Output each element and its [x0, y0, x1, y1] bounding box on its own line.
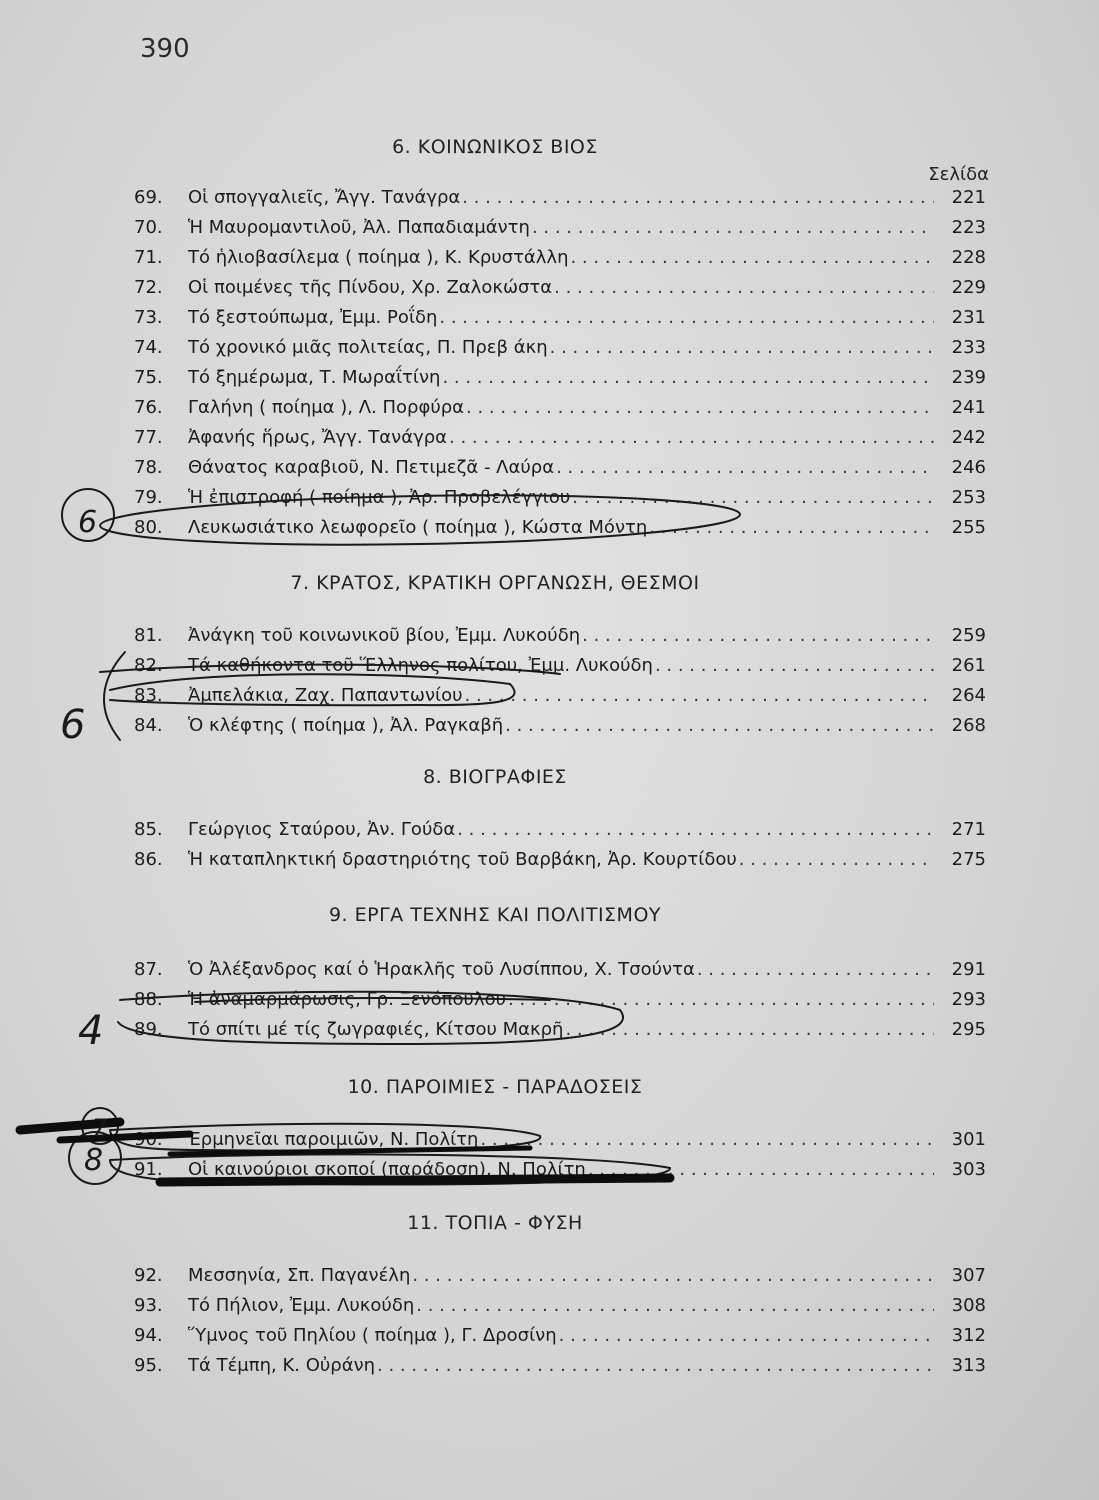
entry-page: 268 — [951, 715, 986, 736]
entry-number: 86. — [134, 849, 163, 870]
entry-page: 307 — [951, 1265, 986, 1286]
entry-number: 77. — [134, 427, 163, 448]
page-column-header: Σελίδα — [928, 164, 989, 185]
section-title: 9. ΕΡΓΑ ΤΕΧΝΗΣ ΚΑΙ ΠΟΛΙΤΙΣΜΟΥ — [328, 904, 662, 926]
entry-number: 87. — [134, 959, 163, 980]
entry-title: Τό ξημέρωμα, Τ. Μωραΐτίνη — [188, 367, 441, 388]
entry-title: Ἀφανής ἥρως, Ἄγγ. Τανάγρα — [188, 427, 448, 448]
entry-page: 239 — [951, 367, 986, 388]
entry-title: Τό ξεστούπωμα, Ἐμμ. Ροΐδη — [188, 307, 438, 328]
entry-page: 275 — [951, 849, 986, 870]
entry-page: 228 — [951, 247, 986, 268]
entry-title: Ἡ καταπληκτική δραστηριότης τοῦ Βαρβάκη, Ἀρ. Κουρτίδου — [188, 849, 737, 870]
entry-page: 233 — [951, 337, 986, 358]
pen-bracket — [104, 652, 125, 740]
pen-strike — [170, 1148, 530, 1154]
entry-page: 255 — [951, 517, 986, 538]
entry-title: Ἑρμηνεῖαι παροιμιῶν, Ν. Πολίτη — [188, 1129, 479, 1150]
entry-number: 94. — [134, 1325, 163, 1346]
entry-page: 271 — [951, 819, 986, 840]
entry-page: 293 — [951, 989, 986, 1010]
entry-page: 264 — [951, 685, 986, 706]
entry-number: 71. — [134, 247, 163, 268]
entry-page: 295 — [951, 1019, 986, 1040]
page-number: 390 — [140, 34, 190, 64]
section-title: 11. ΤΟΠΙΑ - ΦΥΣΗ — [407, 1212, 583, 1234]
entry-title: Θάνατος καραβιοῦ, Ν. Πετιμεζᾶ - Λαύρα — [188, 457, 555, 478]
handwritten-number: 6 — [78, 505, 98, 540]
entry-number: 82. — [134, 655, 163, 676]
entry-title: Τό ἡλιοβασίλεμα ( ποίημα ), Κ. Κρυστάλλη — [188, 247, 569, 268]
entry-title: Ὕμνος τοῦ Πηλίου ( ποίημα ), Γ. Δροσίνη — [188, 1325, 557, 1346]
entry-number: 80. — [134, 517, 163, 538]
handwritten-number: 7 — [92, 1114, 108, 1142]
section-title: 6. ΚΟΙΝΩΝΙΚΟΣ ΒΙΟΣ — [392, 136, 598, 158]
entry-title: Οἱ σπογγαλιεῖς, Ἄγγ. Τανάγρα — [188, 187, 461, 208]
entry-page: 221 — [951, 187, 986, 208]
entry-page: 313 — [951, 1355, 986, 1376]
pen-strike — [60, 1134, 190, 1140]
entry-number: 88. — [134, 989, 163, 1010]
entry-page: 303 — [951, 1159, 986, 1180]
entry-title: Λευκωσιάτικο λεωφορεῖο ( ποίημα ), Κώστα Μόντη — [188, 517, 648, 538]
entry-title: Ἀμπελάκια, Ζαχ. Παπαντωνίου — [188, 685, 463, 706]
entry-page: 259 — [951, 625, 986, 646]
entry-number: 83. — [134, 685, 163, 706]
entry-number: 74. — [134, 337, 163, 358]
entry-number: 70. — [134, 217, 163, 238]
entry-title: Τά Τέμπη, Κ. Οὐράνη — [188, 1355, 376, 1376]
entry-page: 242 — [951, 427, 986, 448]
entry-number: 92. — [134, 1265, 163, 1286]
entry-page: 223 — [951, 217, 986, 238]
entry-number: 76. — [134, 397, 163, 418]
entry-title: Τά καθήκοντα τοῦ Ἕλληνος πολίτου, Ἐμμ. Λυκούδη — [188, 655, 653, 676]
handwritten-number: 8 — [84, 1143, 104, 1178]
entry-number: 84. — [134, 715, 163, 736]
entry-title: Γαλήνη ( ποίημα ), Λ. Πορφύρα — [188, 397, 465, 418]
handwritten-number: 4 — [78, 1008, 104, 1054]
entry-number: 81. — [134, 625, 163, 646]
entry-title: Τό Πήλιον, Ἐμμ. Λυκούδη — [188, 1295, 415, 1316]
entry-page: 312 — [951, 1325, 986, 1346]
entry-title: Οἱ καινούριοι σκοποί (παράδοση), Ν. Πολίτη — [188, 1159, 586, 1180]
entry-title: Ἡ Μαυρομαντιλοῦ, Ἀλ. Παπαδιαμάντη — [188, 217, 530, 238]
entry-title: Ἡ ἀναμαρμάρωσις, Γρ. Ξενόπουλου — [188, 989, 507, 1010]
entry-number: 91. — [134, 1159, 163, 1180]
entry-title: Τό σπίτι μέ τίς ζωγραφιές, Κίτσου Μακρῆ — [188, 1019, 564, 1040]
pen-circle — [110, 674, 515, 705]
entry-number: 75. — [134, 367, 163, 388]
pen-underline — [195, 998, 550, 1002]
entry-title: Ἀνάγκη τοῦ κοινωνικοῦ βίου, Ἐμμ. Λυκούδη — [188, 625, 581, 646]
entry-number: 89. — [134, 1019, 163, 1040]
section-title: 7. ΚΡΑΤΟΣ, ΚΡΑΤΙΚΗ ΟΡΓΑΝΩΣΗ, ΘΕΣΜΟΙ — [290, 572, 700, 594]
pen-strike — [160, 1178, 670, 1182]
entry-number: 93. — [134, 1295, 163, 1316]
entry-page: 231 — [951, 307, 986, 328]
entry-title: Ὁ κλέφτης ( ποίημα ), Ἀλ. Ραγκαβῆ — [188, 715, 504, 736]
handwritten-number: 6 — [60, 702, 86, 748]
section-title: 8. ΒΙΟΓΡΑΦΙΕΣ — [423, 766, 567, 788]
entry-title: Τό χρονικό μιᾶς πολιτείας, Π. Πρεβ άκη — [188, 337, 548, 358]
entry-page: 246 — [951, 457, 986, 478]
entry-number: 69. — [134, 187, 163, 208]
entry-title: Οἱ ποιμένες τῆς Πίνδου, Χρ. Ζαλοκώστα — [188, 277, 553, 298]
entry-page: 261 — [951, 655, 986, 676]
entry-number: 78. — [134, 457, 163, 478]
section-title: 10. ΠΑΡΟΙΜΙΕΣ - ΠΑΡΑΔΟΣΕΙΣ — [347, 1076, 643, 1098]
entry-page: 291 — [951, 959, 986, 980]
entry-number: 73. — [134, 307, 163, 328]
entry-page: 253 — [951, 487, 986, 508]
entry-number: 95. — [134, 1355, 163, 1376]
entry-page: 308 — [951, 1295, 986, 1316]
pen-underline — [100, 665, 560, 674]
entry-title: Γεώργιος Σταύρου, Ἀν. Γούδα — [188, 819, 456, 840]
entry-title: Μεσσηνία, Σπ. Παγανέλη — [188, 1265, 411, 1286]
entry-number: 85. — [134, 819, 163, 840]
pen-circle — [100, 490, 741, 549]
entry-page: 241 — [951, 397, 986, 418]
entry-page: 301 — [951, 1129, 986, 1150]
entry-title: Ὁ Ἀλέξανδρος καί ὁ Ἡρακλῆς τοῦ Λυσίππου, Χ. Τσούντα — [188, 959, 695, 980]
entry-number: 79. — [134, 487, 163, 508]
entry-number: 90. — [134, 1129, 163, 1150]
entry-title: Ἡ ἐπιστροφή ( ποίημα ), Ἀρ. Προβελέγγιου — [188, 487, 571, 508]
entry-number: 72. — [134, 277, 163, 298]
entry-page: 229 — [951, 277, 986, 298]
